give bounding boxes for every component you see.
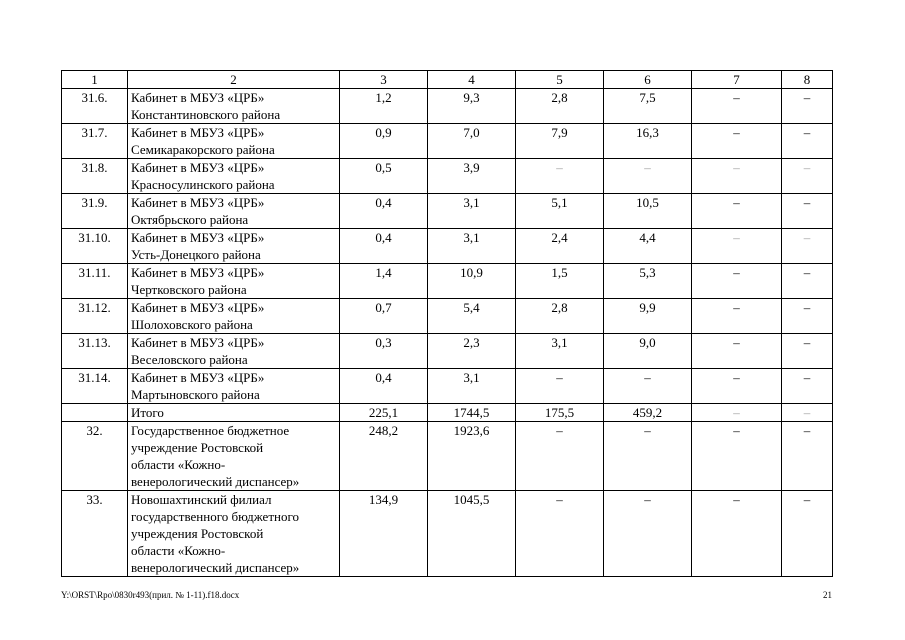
table-row: [62, 491, 833, 577]
cell-col3: 0,4: [340, 194, 428, 229]
cell-col5: 2,4: [516, 229, 604, 264]
row-name-line: Кабинет в МБУЗ «ЦРБ»: [131, 230, 265, 245]
row-name-line: Кабинет в МБУЗ «ЦРБ»: [131, 90, 265, 105]
row-name-line: Чертковского района: [131, 282, 247, 297]
cell-col6: 4,4: [604, 229, 692, 264]
cell-col5: 3,1: [516, 334, 604, 369]
cell-col7: –: [692, 422, 782, 491]
row-name-line: Шолоховского района: [131, 317, 253, 332]
cell-col6: 459,2: [604, 404, 692, 422]
cell-col4: 9,3: [428, 89, 516, 124]
cell-col8: –: [782, 491, 833, 577]
row-name-line: Кабинет в МБУЗ «ЦРБ»: [131, 370, 265, 385]
header-cell: 4: [428, 71, 516, 89]
row-number: 31.9.: [62, 194, 128, 229]
header-cell: 6: [604, 71, 692, 89]
cell-col4: 7,0: [428, 124, 516, 159]
cell-col4: 3,9: [428, 159, 516, 194]
cell-col3: 0,7: [340, 299, 428, 334]
row-name: [128, 491, 340, 577]
row-name-line: Государственное бюджетное: [131, 423, 290, 438]
cell-col6: –: [604, 369, 692, 404]
row-name-line: государственного бюджетного: [131, 509, 299, 524]
cell-col7: –: [692, 159, 782, 194]
row-number: 31.11.: [62, 264, 128, 299]
header-cell: 5: [516, 71, 604, 89]
table-body: [62, 71, 833, 577]
row-name-line: области «Кожно-: [131, 543, 226, 558]
cell-col3: 225,1: [340, 404, 428, 422]
cell-col6: 9,9: [604, 299, 692, 334]
cell-col4: 5,4: [428, 299, 516, 334]
cell-col6: –: [604, 159, 692, 194]
row-number: 31.8.: [62, 159, 128, 194]
row-number: 31.10.: [62, 229, 128, 264]
cell-col7: –: [692, 194, 782, 229]
row-name-line: Кабинет в МБУЗ «ЦРБ»: [131, 335, 265, 350]
cell-col7: –: [692, 264, 782, 299]
cell-col8: –: [782, 194, 833, 229]
data-table: [61, 70, 833, 577]
row-name: [128, 422, 340, 491]
row-name-line: Новошахтинский филиал: [131, 492, 272, 507]
cell-col8: –: [782, 229, 833, 264]
cell-col3: 134,9: [340, 491, 428, 577]
cell-col7: –: [692, 404, 782, 422]
cell-col7: –: [692, 229, 782, 264]
cell-col8: –: [782, 334, 833, 369]
row-name-line: Семикаракорского района: [131, 142, 275, 157]
row-name-line: Веселовского района: [131, 352, 248, 367]
cell-col4: 10,9: [428, 264, 516, 299]
cell-col7: –: [692, 369, 782, 404]
header-cell: 7: [692, 71, 782, 89]
table-row: [62, 264, 833, 299]
cell-col3: 0,5: [340, 159, 428, 194]
cell-col3: 0,4: [340, 369, 428, 404]
row-name-line: Кабинет в МБУЗ «ЦРБ»: [131, 160, 265, 175]
header-row: [62, 71, 833, 89]
header-cell: 2: [128, 71, 340, 89]
cell-col5: 5,1: [516, 194, 604, 229]
cell-col3: 248,2: [340, 422, 428, 491]
row-name-line: учреждения Ростовской: [131, 526, 264, 541]
cell-col7: –: [692, 124, 782, 159]
cell-col6: 16,3: [604, 124, 692, 159]
table-row: [62, 369, 833, 404]
cell-col7: –: [692, 334, 782, 369]
cell-col5: –: [516, 159, 604, 194]
cell-col8: –: [782, 299, 833, 334]
row-number: 31.7.: [62, 124, 128, 159]
table-row: [62, 124, 833, 159]
row-number: [62, 404, 128, 422]
row-name-line: венерологический диспансер»: [131, 560, 300, 575]
table-row: [62, 194, 833, 229]
row-number: 31.6.: [62, 89, 128, 124]
cell-col6: 10,5: [604, 194, 692, 229]
cell-col3: 0,3: [340, 334, 428, 369]
header-cell: 8: [782, 71, 833, 89]
cell-col8: –: [782, 124, 833, 159]
cell-col8: –: [782, 264, 833, 299]
row-name: [128, 299, 340, 334]
table-row: [62, 299, 833, 334]
total-row: [62, 404, 833, 422]
footer-page-number: 21: [823, 590, 832, 600]
row-name-line: венерологический диспансер»: [131, 474, 300, 489]
cell-col4: 1744,5: [428, 404, 516, 422]
cell-col4: 2,3: [428, 334, 516, 369]
table-row: [62, 229, 833, 264]
table-row: [62, 422, 833, 491]
cell-col3: 1,4: [340, 264, 428, 299]
cell-col8: –: [782, 89, 833, 124]
cell-col6: 7,5: [604, 89, 692, 124]
row-number: 31.14.: [62, 369, 128, 404]
table-row: [62, 334, 833, 369]
cell-col3: 1,2: [340, 89, 428, 124]
row-name-line: Мартыновского района: [131, 387, 260, 402]
row-name: [128, 124, 340, 159]
row-name: [128, 89, 340, 124]
cell-col7: –: [692, 491, 782, 577]
cell-col8: –: [782, 369, 833, 404]
row-name: [128, 194, 340, 229]
row-name-line: Красносулинского района: [131, 177, 275, 192]
cell-col5: 2,8: [516, 299, 604, 334]
row-name-line: Кабинет в МБУЗ «ЦРБ»: [131, 195, 265, 210]
row-name-line: Кабинет в МБУЗ «ЦРБ»: [131, 125, 265, 140]
total-label: Итого: [128, 404, 340, 422]
row-name: [128, 369, 340, 404]
cell-col3: 0,4: [340, 229, 428, 264]
row-name: [128, 159, 340, 194]
cell-col8: –: [782, 422, 833, 491]
table-row: [62, 159, 833, 194]
cell-col5: –: [516, 369, 604, 404]
cell-col8: –: [782, 404, 833, 422]
cell-col6: –: [604, 422, 692, 491]
cell-col4: 3,1: [428, 194, 516, 229]
cell-col7: –: [692, 89, 782, 124]
row-name-line: Усть-Донецкого района: [131, 247, 261, 262]
header-cell: 3: [340, 71, 428, 89]
cell-col6: 5,3: [604, 264, 692, 299]
cell-col8: –: [782, 159, 833, 194]
row-name: [128, 229, 340, 264]
cell-col4: 1045,5: [428, 491, 516, 577]
row-name-line: Константиновского района: [131, 107, 281, 122]
cell-col5: 175,5: [516, 404, 604, 422]
row-name-line: учреждение Ростовской: [131, 440, 264, 455]
cell-col3: 0,9: [340, 124, 428, 159]
header-cell: 1: [62, 71, 128, 89]
row-name-line: Кабинет в МБУЗ «ЦРБ»: [131, 300, 265, 315]
table-row: [62, 89, 833, 124]
cell-col7: –: [692, 299, 782, 334]
cell-col5: –: [516, 491, 604, 577]
row-name: [128, 334, 340, 369]
cell-col4: 1923,6: [428, 422, 516, 491]
cell-col6: 9,0: [604, 334, 692, 369]
row-name-line: области «Кожно-: [131, 457, 226, 472]
cell-col4: 3,1: [428, 369, 516, 404]
cell-col6: –: [604, 491, 692, 577]
row-name: [128, 264, 340, 299]
footer-file-path: Y:\ORST\Rpo\0830r493(прил. № 1-11).f18.docx: [61, 590, 240, 600]
row-number: 32.: [62, 422, 128, 491]
cell-col5: 1,5: [516, 264, 604, 299]
cell-col5: 2,8: [516, 89, 604, 124]
row-number: 31.13.: [62, 334, 128, 369]
row-name-line: Октябрьского района: [131, 212, 249, 227]
row-name-line: Кабинет в МБУЗ «ЦРБ»: [131, 265, 265, 280]
cell-col5: –: [516, 422, 604, 491]
cell-col4: 3,1: [428, 229, 516, 264]
row-number: 31.12.: [62, 299, 128, 334]
cell-col5: 7,9: [516, 124, 604, 159]
row-number: 33.: [62, 491, 128, 577]
